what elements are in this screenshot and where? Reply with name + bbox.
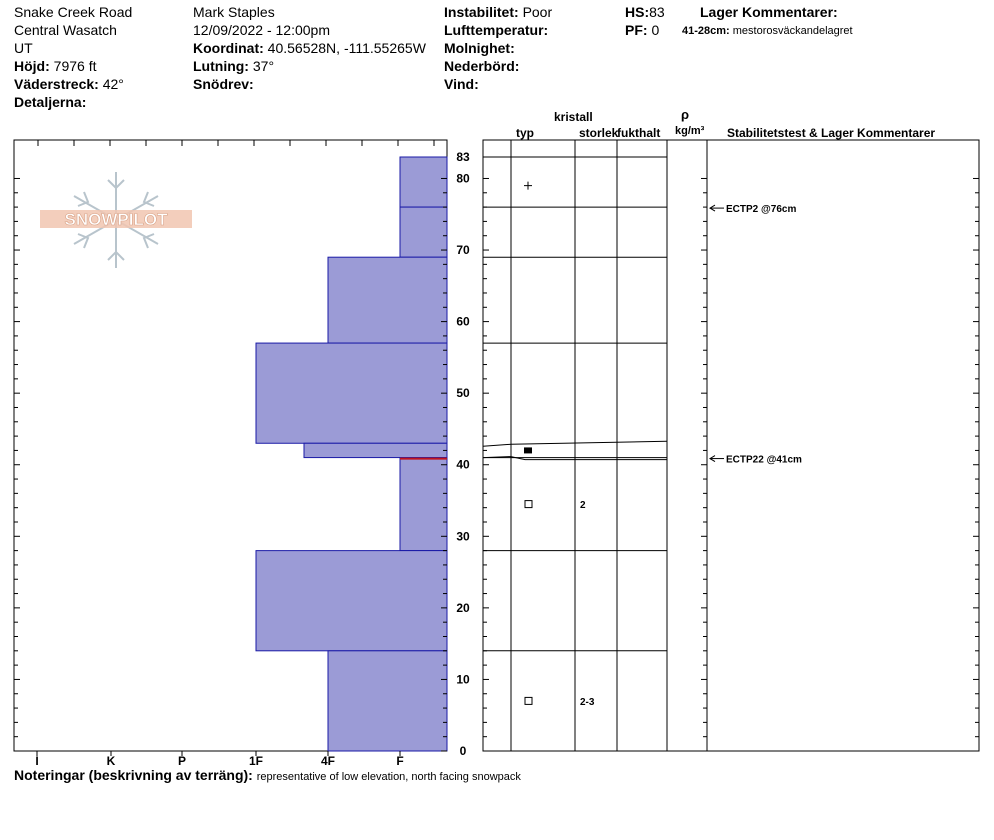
- snowflake-icon: [38, 170, 194, 270]
- depth-label: 60: [456, 314, 470, 329]
- hardness-bar: [328, 651, 447, 751]
- observer: Mark Staples: [193, 4, 275, 20]
- crystal-size: 2: [580, 500, 586, 512]
- snowpilot-logo: [38, 170, 194, 270]
- svg-text:SNOWPILOT: SNOWPILOT: [64, 210, 168, 229]
- precip-label: Nederbörd:: [444, 58, 520, 74]
- depth-label: 40: [456, 457, 470, 472]
- type-header: typ: [516, 126, 534, 140]
- hardness-label: P: [177, 754, 187, 768]
- depth-label: 83: [456, 150, 470, 164]
- stability-test-label: ECTP2 @76cm: [726, 204, 797, 216]
- stability-test-label: ECTP22 @41cm: [726, 454, 802, 466]
- stability-header: Stabilitetstest & Lager Kommentarer: [727, 126, 936, 140]
- hardness-bar: [400, 157, 447, 207]
- hardness-label: F: [396, 754, 404, 768]
- crystal-symbol: [525, 697, 532, 704]
- slope: Lutning: 37°: [193, 58, 275, 74]
- wind-label: Vind:: [444, 76, 479, 92]
- hardness-label: K: [106, 754, 116, 768]
- depth-label: 50: [456, 386, 470, 401]
- hardness-bar: [328, 257, 447, 343]
- crystal-symbol: [524, 447, 532, 453]
- air-temp-label: Lufttemperatur:: [444, 22, 549, 38]
- hardness-bar: [400, 207, 447, 257]
- depth-label: 0: [459, 744, 467, 758]
- aspect: Väderstreck: 42°: [14, 76, 124, 92]
- location-name: Snake Creek Road: [14, 4, 133, 20]
- hardness-bar: [400, 458, 447, 551]
- details-label: Detaljerna:: [14, 94, 87, 110]
- depth-label: 30: [456, 529, 470, 544]
- hardness-label: 1F: [248, 754, 264, 768]
- depth-label: 20: [456, 600, 470, 615]
- cloud-label: Molnighet:: [444, 40, 515, 56]
- layer-comment: 41-28cm: mestorosväckandelagret: [682, 25, 853, 37]
- hs: HS:83: [625, 4, 665, 20]
- instability: Instabilitet: Poor: [444, 4, 553, 20]
- size-header: storlek: [579, 126, 619, 140]
- layer-table-frame: [483, 140, 979, 751]
- crystal-size: 2-3: [580, 696, 595, 708]
- moisture-header: fukthalt: [617, 126, 661, 140]
- location-range: Central Wasatch: [14, 22, 117, 38]
- depth-label: 10: [456, 672, 470, 687]
- depth-label: 80: [456, 171, 470, 186]
- datetime: 12/09/2022 - 12:00pm: [193, 22, 330, 38]
- rho-header: ρ: [681, 107, 690, 122]
- layer-comments-label: Lager Kommentarer:: [700, 4, 838, 20]
- hardness-bar: [256, 551, 447, 651]
- pf: PF: 0: [625, 22, 660, 38]
- hardness-label: I: [35, 754, 39, 768]
- depth-label: 70: [456, 243, 470, 258]
- hardness-label: 4F: [320, 754, 336, 768]
- elevation: Höjd: 7976 ft: [14, 58, 97, 74]
- drift-label: Snödrev:: [193, 76, 254, 92]
- location-state: UT: [14, 40, 33, 56]
- hardness-bar: [304, 443, 447, 457]
- terrain-notes: Noteringar (beskrivning av terräng): representative of low elevation, north facing snowpack: [14, 767, 521, 783]
- crystal-header: kristall: [554, 110, 593, 124]
- crystal-symbol: [525, 501, 532, 508]
- coordinates: Koordinat: 40.56528N, -111.55265W: [193, 40, 426, 56]
- density-unit: kg/m³: [675, 125, 705, 137]
- hardness-bar: [256, 343, 447, 443]
